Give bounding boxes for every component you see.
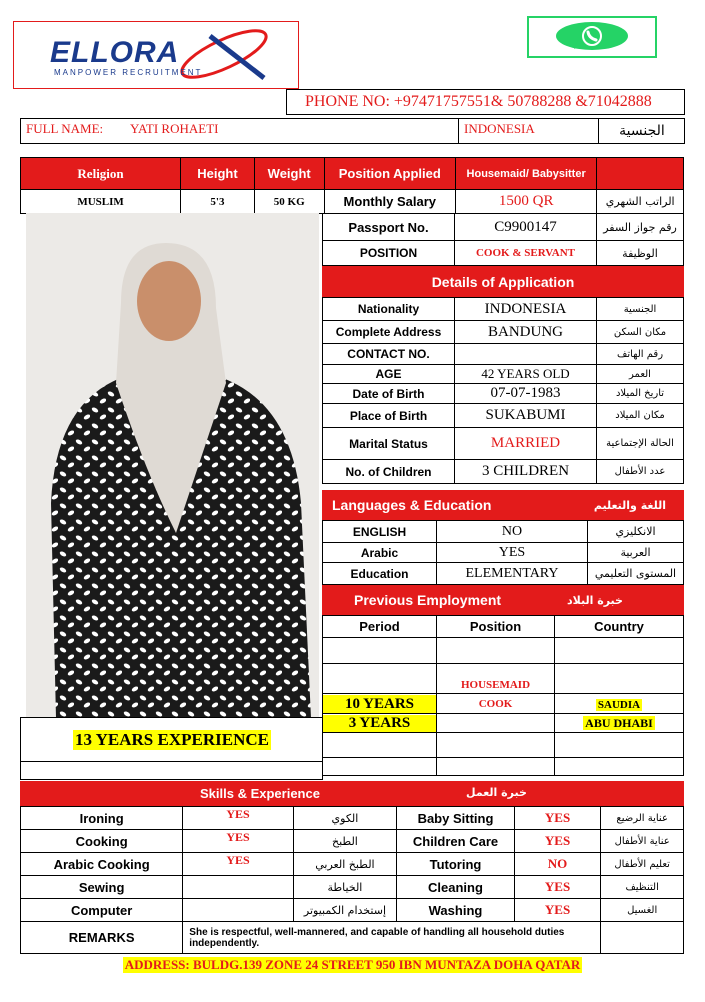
employment-title (322, 585, 684, 615)
position-ar: الوظيفة (597, 241, 684, 266)
details-label: Marital Status (323, 428, 455, 460)
skill-value: YES (183, 853, 293, 876)
details-value (455, 344, 597, 365)
skill-value: YES (183, 830, 293, 853)
skill-value-right: YES (514, 807, 601, 830)
header-position-applied: Position Applied (324, 158, 455, 190)
details-ar: الجنسية (597, 298, 684, 321)
skill-label: Computer (21, 899, 183, 922)
skill-ar-right: التنظيف (601, 876, 684, 899)
language-ar: المستوى التعليمي (588, 563, 684, 585)
address-bar (0, 955, 705, 975)
employment-position-1: COOK (478, 698, 513, 710)
remarks-label: REMARKS (21, 922, 183, 954)
skills-title-text: Skills & Experience (200, 786, 320, 801)
position-value: COOK & SERVANT (455, 241, 597, 266)
full-name-label: FULL NAME: (26, 121, 104, 136)
skill-ar-right: تعليم الأطفال (601, 853, 684, 876)
experience-total-text: 13 YEARS EXPERIENCE (75, 730, 269, 749)
details-ar: العمر (597, 365, 684, 384)
details-label: No. of Children (323, 460, 455, 484)
monthly-salary-ar: الراتب الشهري (597, 190, 684, 214)
monthly-salary-value: 1500 QR (455, 190, 596, 214)
languages-table (322, 520, 684, 585)
language-label: ENGLISH (323, 521, 437, 543)
skill-label: Sewing (21, 876, 183, 899)
language-label: Education (323, 563, 437, 585)
details-value: 07-07-1983 (455, 384, 597, 404)
passport-value: C9900147 (455, 214, 597, 241)
details-ar: الحالة الإجتماعية (597, 428, 684, 460)
skill-label: Cooking (21, 830, 183, 853)
details-label: AGE (323, 365, 455, 384)
whatsapp-button[interactable] (527, 16, 657, 58)
header-nationality: INDONESIA (464, 121, 535, 136)
skill-ar: الكوي (293, 807, 397, 830)
details-ar: عدد الأطفال (597, 460, 684, 484)
skill-value (183, 876, 293, 899)
languages-title-ar: اللغة والتعليم (593, 498, 666, 512)
header-height: Height (181, 158, 255, 190)
details-ar: تاريخ الميلاد (597, 384, 684, 404)
experience-total (22, 720, 322, 760)
skill-label: Ironing (21, 807, 183, 830)
skill-value-right: YES (514, 876, 601, 899)
skill-ar: الطبخ العربي (293, 853, 397, 876)
details-ar: مكان السكن (597, 321, 684, 344)
skill-ar-right: عناية الرضيع (601, 807, 684, 830)
employment-header-country: Country (555, 616, 684, 638)
language-value: ELEMENTARY (437, 563, 588, 585)
address-text: ADDRESS: BULDG.139 ZONE 24 STREET 950 IBN MUNTAZA DOHA QATAR (124, 957, 581, 972)
logo-tagline: MANPOWER RECRUITMENT (54, 68, 203, 77)
details-title: Details of Application (322, 266, 684, 297)
languages-title (322, 490, 684, 520)
details-table (322, 297, 684, 484)
employment-header-position: Position (437, 616, 555, 638)
details-value: INDONESIA (455, 298, 597, 321)
monthly-salary-label: Monthly Salary (324, 190, 455, 214)
passport-table (322, 213, 684, 266)
details-label: Nationality (323, 298, 455, 321)
skill-label-right: Baby Sitting (397, 807, 515, 830)
employment-table (322, 615, 684, 776)
logo-brand: ELLORA (50, 36, 180, 69)
details-value: BANDUNG (455, 321, 597, 344)
employment-position-2 (437, 714, 555, 733)
header-nationality-ar: الجنسية (619, 123, 665, 139)
employment-title-text: Previous Employment (354, 592, 502, 608)
details-value: 3 CHILDREN (455, 460, 597, 484)
skill-ar: إستخدام الكمبيوتر (293, 899, 397, 922)
details-ar: رقم الهاتف (597, 344, 684, 365)
details-label: Complete Address (323, 321, 455, 344)
details-value: MARRIED (455, 428, 597, 460)
logo-box (13, 21, 299, 89)
language-value: NO (437, 521, 588, 543)
skill-value-right: NO (514, 853, 601, 876)
whatsapp-icon (552, 20, 632, 54)
religion-value: MUSLIM (21, 190, 181, 214)
skill-value-right: YES (514, 899, 601, 922)
language-label: Arabic (323, 543, 437, 563)
remarks-text: She is respectful, well-mannered, and capable of handling all household duties independently. (183, 922, 601, 954)
employment-period-1: 10 YEARS (323, 695, 436, 713)
skill-value (183, 899, 293, 922)
skill-value-right: YES (514, 830, 601, 853)
skill-value: YES (183, 807, 293, 830)
details-label: CONTACT NO. (323, 344, 455, 365)
skill-ar-right: عناية الأطفال (601, 830, 684, 853)
full-name-value: YATI ROHAETI (130, 121, 219, 136)
skills-title (20, 781, 684, 806)
employment-period-2: 3 YEARS (323, 715, 436, 732)
skills-title-ar: خبرة العمل (466, 786, 527, 799)
skill-ar: الخياطة (293, 876, 397, 899)
skill-label: Arabic Cooking (21, 853, 183, 876)
height-value: 5'3 (181, 190, 255, 214)
skill-ar-right: الغسيل (601, 899, 684, 922)
details-ar: مكان الميلاد (597, 404, 684, 428)
details-label: Date of Birth (323, 384, 455, 404)
skill-label-right: Children Care (397, 830, 515, 853)
header-weight: Weight (254, 158, 324, 190)
top-info-table (20, 157, 684, 214)
language-ar: الانكليزي (588, 521, 684, 543)
languages-title-text: Languages & Education (332, 497, 492, 513)
details-value: 42 YEARS OLD (455, 365, 597, 384)
employment-title-ar: خبرة البلاد (567, 593, 623, 607)
employment-position-housemaid: HOUSEMAID (460, 679, 531, 691)
full-name-row (20, 118, 685, 144)
employment-header-period: Period (323, 616, 437, 638)
weight-value: 50 KG (254, 190, 324, 214)
details-label: Place of Birth (323, 404, 455, 428)
candidate-photo-image (26, 213, 319, 718)
skill-label-right: Cleaning (397, 876, 515, 899)
phone-number: PHONE NO: +97471757551& 50788288 &71042888 (286, 89, 685, 115)
skill-label-right: Tutoring (397, 853, 515, 876)
passport-ar: رقم جواز السفر (597, 214, 684, 241)
skill-ar: الطبخ (293, 830, 397, 853)
passport-label: Passport No. (323, 214, 455, 241)
language-ar: العربية (588, 543, 684, 563)
skill-label-right: Washing (397, 899, 515, 922)
header-housemaid: Housemaid/ Babysitter (455, 158, 596, 190)
details-value: SUKABUMI (455, 404, 597, 428)
position-label: POSITION (323, 241, 455, 266)
header-religion: Religion (21, 158, 181, 190)
language-value: YES (437, 543, 588, 563)
skills-table (20, 806, 684, 954)
employment-country-2: ABU DHABI (585, 716, 653, 730)
employment-country-1: SAUDIA (597, 698, 641, 711)
candidate-photo (26, 213, 319, 718)
